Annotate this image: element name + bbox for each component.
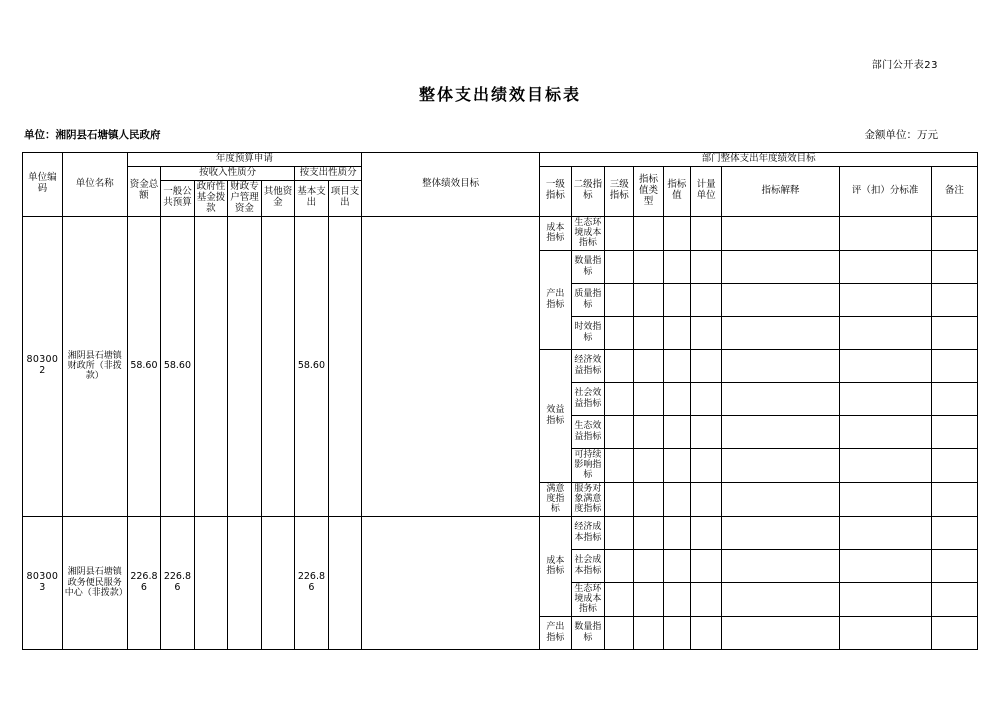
cell-project-expense [328,516,362,649]
th-level2-indicator: 二级指标 [571,166,605,216]
cell-value-type [634,216,663,250]
cell-measure-unit [690,283,721,316]
cell-indicator-value [663,616,690,649]
unit-label: 单位：湘阴县石塘镇人民政府 [24,129,161,141]
cell-scoring [839,582,931,616]
cell-unit-name: 湘阴县石塘镇政务便民服务中心（非拨款） [62,516,127,649]
cell-remark [931,283,977,316]
cell-value-type [634,448,663,482]
cell-level3-indicator [605,616,634,649]
cell-value-type [634,316,663,349]
th-level1-indicator: 一级指标 [540,166,571,216]
cell-explanation [722,283,839,316]
th-other-funds: 其他资金 [261,180,295,216]
th-scoring-standard: 评（扣）分标准 [839,166,931,216]
cell-measure-unit [690,516,721,549]
cell-remark [931,216,977,250]
cell-indicator-value [663,549,690,582]
th-annual-perf-group: 部门整体支出年度绩效目标 [540,153,978,167]
cell-scoring [839,415,931,448]
cell-scoring [839,316,931,349]
cell-level3-indicator [605,216,634,250]
cell-value-type [634,415,663,448]
cell-gov-fund [194,516,228,649]
cell-scoring [839,549,931,582]
table-body [23,216,978,649]
cell-level3-indicator [605,283,634,316]
cell-general-public: 58.60 [161,216,195,516]
th-fiscal-account-fund: 财政专户管理资金 [228,180,262,216]
cell-value-type [634,516,663,549]
cell-scoring [839,448,931,482]
cell-gov-fund [194,216,228,516]
cell-indicator-value [663,283,690,316]
cell-unit-name: 湘阴县石塘镇财政所（非拨款） [62,216,127,516]
cell-remark [931,382,977,415]
cell-total-amount: 58.60 [127,216,161,516]
th-remark: 备注 [931,166,977,216]
table-row [23,516,978,549]
cell-level2-indicator: 数量指标 [571,250,605,283]
meta-row [24,127,938,141]
th-overall-goal: 整体绩效目标 [362,153,540,217]
cell-explanation [722,616,839,649]
cell-level1-indicator: 产出指标 [540,250,571,349]
cell-unit-code: 803002 [23,216,63,516]
cell-level3-indicator [605,582,634,616]
th-indicator-explanation: 指标解释 [722,166,839,216]
cell-remark [931,448,977,482]
cell-remark [931,516,977,549]
cell-value-type [634,582,663,616]
form-number-note: 部门公开表23 [871,60,938,71]
th-indicator-value-type: 指标值类型 [634,166,663,216]
cell-value-type [634,616,663,649]
cell-explanation [722,482,839,516]
th-project-expense: 项目支出 [328,180,362,216]
cell-explanation [722,448,839,482]
cell-level3-indicator [605,448,634,482]
cell-level3-indicator [605,250,634,283]
cell-basic-expense: 226.86 [295,516,329,649]
cell-explanation [722,582,839,616]
th-measure-unit: 计量单位 [690,166,721,216]
cell-explanation [722,316,839,349]
cell-scoring [839,616,931,649]
cell-measure-unit [690,382,721,415]
cell-remark [931,250,977,283]
cell-indicator-value [663,482,690,516]
cell-level1-indicator: 效益指标 [540,349,571,482]
cell-explanation [722,415,839,448]
th-unit-code: 单位编码 [23,153,63,217]
cell-level2-indicator: 生态效益指标 [571,415,605,448]
cell-value-type [634,482,663,516]
cell-measure-unit [690,448,721,482]
cell-fiscal-account [228,216,262,516]
cell-scoring [839,482,931,516]
th-basic-expense: 基本支出 [295,180,329,216]
th-total-amount: 资金总额 [127,166,161,216]
cell-level3-indicator [605,482,634,516]
cell-other-funds [261,216,295,516]
cell-scoring [839,216,931,250]
cell-measure-unit [690,349,721,382]
cell-other-funds [261,516,295,649]
cell-indicator-value [663,415,690,448]
cell-remark [931,549,977,582]
cell-measure-unit [690,250,721,283]
cell-general-public: 226.86 [161,516,195,649]
cell-value-type [634,283,663,316]
cell-measure-unit [690,316,721,349]
performance-goal-table [22,152,978,650]
cell-indicator-value [663,349,690,382]
cell-overall-goal [362,516,540,649]
cell-level1-indicator: 满意度指标 [540,482,571,516]
cell-level1-indicator: 成本指标 [540,216,571,250]
cell-level2-indicator: 生态环境成本指标 [571,216,605,250]
cell-explanation [722,349,839,382]
cell-remark [931,482,977,516]
cell-remark [931,349,977,382]
cell-level3-indicator [605,415,634,448]
cell-measure-unit [690,549,721,582]
cell-indicator-value [663,316,690,349]
cell-level2-indicator: 服务对象满意度指标 [571,482,605,516]
cell-explanation [722,216,839,250]
cell-level2-indicator: 经济成本指标 [571,516,605,549]
th-budget-group: 年度预算申请 [127,153,362,167]
cell-project-expense [328,216,362,516]
th-indicator-value: 指标值 [663,166,690,216]
cell-level3-indicator [605,516,634,549]
cell-measure-unit [690,582,721,616]
cell-explanation [722,250,839,283]
cell-level2-indicator: 数量指标 [571,616,605,649]
cell-indicator-value [663,448,690,482]
cell-explanation [722,382,839,415]
cell-indicator-value [663,250,690,283]
th-by-expense: 按支出性质分 [295,166,362,180]
table-row [23,216,978,250]
cell-level2-indicator: 经济效益指标 [571,349,605,382]
cell-indicator-value [663,216,690,250]
cell-fiscal-account [228,516,262,649]
th-level3-indicator: 三级指标 [605,166,634,216]
cell-indicator-value [663,582,690,616]
cell-remark [931,616,977,649]
th-gov-fund: 政府性基金拨款 [194,180,228,216]
cell-measure-unit [690,482,721,516]
cell-level2-indicator: 质量指标 [571,283,605,316]
cell-level2-indicator: 可持续影响指标 [571,448,605,482]
cell-scoring [839,382,931,415]
th-by-income: 按收入性质分 [161,166,295,180]
cell-remark [931,415,977,448]
cell-remark [931,316,977,349]
cell-total-amount: 226.86 [127,516,161,649]
cell-level3-indicator [605,316,634,349]
cell-level1-indicator: 成本指标 [540,516,571,616]
cell-level2-indicator: 社会效益指标 [571,382,605,415]
cell-measure-unit [690,415,721,448]
cell-measure-unit [690,616,721,649]
cell-level3-indicator [605,549,634,582]
cell-indicator-value [663,382,690,415]
th-unit-name: 单位名称 [62,153,127,217]
cell-value-type [634,250,663,283]
cell-value-type [634,549,663,582]
cell-level3-indicator [605,349,634,382]
cell-overall-goal [362,216,540,516]
cell-level1-indicator: 产出指标 [540,616,571,649]
cell-remark [931,582,977,616]
cell-explanation [722,549,839,582]
cell-unit-code: 803003 [23,516,63,649]
cell-measure-unit [690,216,721,250]
cell-value-type [634,349,663,382]
cell-explanation [722,516,839,549]
cell-value-type [634,382,663,415]
cell-level2-indicator: 时效指标 [571,316,605,349]
amount-unit-label: 金额单位：万元 [864,129,938,141]
cell-level2-indicator: 社会成本指标 [571,549,605,582]
cell-scoring [839,250,931,283]
cell-basic-expense: 58.60 [295,216,329,516]
cell-level3-indicator [605,382,634,415]
cell-level2-indicator: 生态环境成本指标 [571,582,605,616]
page-title: 整体支出绩效目标表 [418,85,581,104]
cell-scoring [839,516,931,549]
cell-scoring [839,349,931,382]
th-general-public-budget: 一般公共预算 [161,180,195,216]
cell-scoring [839,283,931,316]
cell-indicator-value [663,516,690,549]
